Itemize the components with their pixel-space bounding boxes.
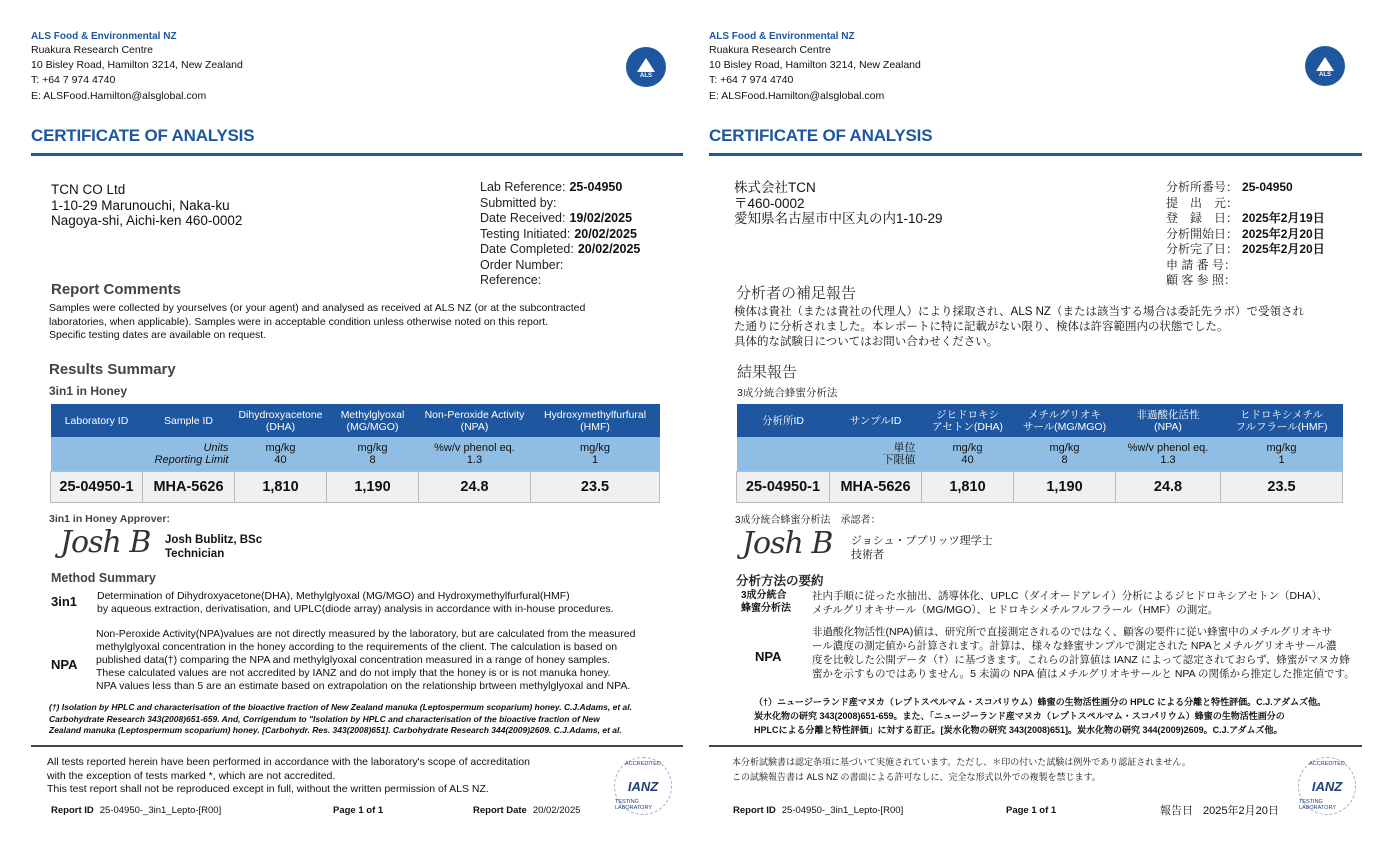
units-label: Units Reporting Limit (51, 437, 235, 471)
client-name: 株式会社TCN (734, 180, 816, 195)
method-summary-heading: 分析方法の要約 (736, 574, 824, 588)
ref-reference: 顧 客 参 照： (1166, 273, 1237, 287)
table-row (51, 471, 660, 502)
report-date: Report Date 20/02/2025 (473, 805, 581, 816)
lab-address-line-1: Ruakura Research Centre (31, 44, 153, 56)
units-label: 単位 下限値 (737, 437, 922, 471)
col-mgo: メチルグリオキ サール(MG/MGO) (1014, 404, 1116, 437)
ianz-accreditation-icon: ACCREDITED IANZ TESTING LABORATORY (1298, 757, 1356, 815)
lab-address-line-2: 10 Bisley Road, Hamilton 3214, New Zealand (709, 59, 921, 71)
certificate-title: CERTIFICATE OF ANALYSIS (31, 126, 255, 145)
ref-submitted-by: 提 出 元： (1166, 195, 1239, 210)
ref-lab-reference: Lab Reference: 25-04950 (480, 180, 623, 194)
title-divider (31, 153, 683, 156)
certificate-title: CERTIFICATE OF ANALYSIS (709, 126, 933, 145)
page-number: Page 1 of 1 (333, 805, 384, 816)
unit-hmf: mg/kg 1 (1221, 437, 1343, 471)
ianz-accreditation-icon: ACCREDITED IANZ TESTING LABORATORY (614, 757, 672, 815)
page-number: Page 1 of 1 (1006, 805, 1057, 816)
ref-testing-initiated: 分析開始日： 2025年2月20日 (1166, 226, 1325, 241)
cell-dha: 1,810 (235, 471, 327, 502)
method-npa-text: Non-Peroxide Activity(NPA)values are not directly measured by the laboratory, but are calculated from the measured methylglyoxal concentration in the honey according to the requirements of the client. The calculation is based on published data(†) comparing the NPA and methylglyoxal concentration measured in a range of honey samples. These calculated values are not accredited by IANZ and do not imply that the honey is or is not manuka honey. NPA values less than 5 are an estimate based on extrapolation on the relationship brtween methylglyoxal and NPA. (96, 628, 636, 692)
cell-sample-id: MHA-5626 (830, 471, 922, 502)
cell-sample-id: MHA-5626 (143, 471, 235, 502)
results-subheading: 3in1 in Honey (49, 384, 128, 398)
cell-lab-id: 25-04950-1 (51, 471, 143, 502)
reference-block (480, 180, 640, 289)
unit-hmf: mg/kg 1 (531, 437, 660, 471)
ref-submitted-by: Submitted by: (480, 195, 557, 210)
approver-name-block (851, 534, 993, 562)
accreditation-statement: All tests reported herein have been performed in accordance with the laboratory's scope of accreditation with the exception of tests marked *, which are not accredited. This test report shall not be reproduced except in full, without the written permission of ALS NZ. (47, 756, 530, 795)
method-3in1-text: Determination of Dihydroxyacetone(DHA), Methylglyoxal (MG/MGO) and Hydroxymethylfurfural(HMF) by aqueous extraction, derivatisation, and UPLC(diode array) analysis in accordance with in-house procedures. (97, 590, 614, 615)
client-postcode: 〒460-0002 (734, 195, 805, 211)
client-name: TCN CO Ltd (51, 182, 126, 197)
title-divider (709, 153, 1362, 156)
results-summary-heading: 結果報告 (737, 364, 798, 381)
unit-dha: mg/kg 40 (235, 437, 327, 471)
results-summary-heading: Results Summary (49, 361, 176, 378)
client-city: Nagoya-shi, Aichi-ken 460-0002 (51, 213, 243, 228)
client-street: 愛知県名古屋市中区丸の内1-10-29 (734, 211, 943, 226)
approver-role: Technician (165, 548, 225, 560)
results-subheading: 3成分統合蜂蜜分析法 (737, 387, 838, 399)
results-table (736, 404, 1343, 503)
client-street: 1-10-29 Marunouchi, Naka-ku (51, 197, 230, 213)
unit-mgo: mg/kg 8 (327, 437, 419, 471)
ref-reference: Reference: (480, 273, 542, 287)
ref-order-number: 申 請 番 号： (1166, 257, 1237, 272)
report-comments-heading: 分析者の補足報告 (736, 285, 857, 302)
unit-mgo: mg/kg 8 (1014, 437, 1116, 471)
accreditation-statement: 本分析試験書は認定条項に基づいて実施されています。ただし、＊印の付いた試験は例外であり認証されません。 この試験報告書は ALS NZ の書面による許可なしに、完全な形式以外での複製を禁じます。 (732, 757, 1191, 782)
lab-name: ALS Food & Environmental NZ (31, 31, 177, 42)
approver-signature: Josh B (742, 526, 833, 561)
ref-order-number: Order Number: (480, 257, 564, 272)
lab-address-line-2: 10 Bisley Road, Hamilton 3214, New Zealand (31, 59, 243, 71)
unit-npa: %w/v phenol eq. 1.3 (419, 437, 531, 471)
col-mgo: Methylglyoxal (MG/MGO) (327, 404, 419, 437)
lab-email: E: ALSFood.Hamilton@alsglobal.com (31, 90, 207, 102)
report-comments-text: Samples were collected by yourselves (or your agent) and analysed as received at ALS NZ (or at the subcontracted laboratories, when applicable). Samples were in acceptable condition unless otherwise noted on this report. Specific testing dates are available on request. (49, 302, 586, 341)
ref-date-received: 登 録 日： 2025年2月19日 (1166, 211, 1325, 225)
ref-date-completed: Date Completed: 20/02/2025 (480, 242, 641, 256)
unit-dha: mg/kg 40 (922, 437, 1014, 471)
report-date: 報告日 2025年2月20日 (1160, 805, 1279, 817)
col-hmf: Hydroxymethylfurfural (HMF) (531, 404, 660, 437)
cell-hmf: 23.5 (531, 471, 660, 502)
ref-lab-reference: 分析所番号： 25-04950 (1166, 180, 1293, 194)
approver-heading: 3in1 in Honey Approver: (49, 513, 170, 525)
col-laboratory-id: Laboratory ID (51, 404, 143, 437)
method-summary-heading: Method Summary (51, 571, 156, 585)
col-npa: Non-Peroxide Activity (NPA) (419, 404, 531, 437)
col-sample-id: サンプルID (830, 404, 922, 437)
cell-lab-id: 25-04950-1 (737, 471, 830, 502)
als-logo-icon: ALS (1305, 46, 1345, 86)
lab-phone: T: +64 7 974 4740 (31, 74, 116, 86)
method-3in1-tag: 3in1 (51, 594, 78, 609)
approver-name: Josh Bublitz, BSc (165, 534, 263, 546)
col-npa: 非過酸化活性 (NPA) (1116, 404, 1221, 437)
method-3in1-tag: 3成分統合 蜂蜜分析法 (741, 590, 791, 614)
approver-name: ジョシュ・ブブリッツ理学士 (851, 535, 993, 547)
report-comments-heading: Report Comments (51, 281, 182, 298)
approver-name-block (165, 533, 262, 561)
method-npa-tag: NPA (755, 649, 782, 664)
citation-footnote: (†) Isolation by HPLC and characterisation of the bioactive fraction of New Zealand manuka (Leptospermum scoparium) honey. C.J.Adams, et al. Carbohydrate Research 343(2008)651-659. And, Corrigendum to "Isolation by HPLC and characterisation of the bioactive fraction of New Zealand manuka (Leptospermum scoparium) honey. [Carbohydr. Res. 343(2008)651]. Carbohydrate Research 344(2009)2609. C.J.Adams, et al. (49, 702, 632, 735)
cell-mgo: 1,190 (327, 471, 419, 502)
approver-signature: Josh B (60, 525, 151, 560)
approver-role: 技術者 (851, 549, 884, 561)
ref-testing-initiated: Testing Initiated: 20/02/2025 (480, 226, 637, 241)
report-comments-text: 検体は貴社（または貴社の代理人）により採取され、ALS NZ（または該当する場合は委託先ラボ）で受領され た通りに分析されました。本レポートに特に記載がない限り、検体は許容範囲内の状態でした。 具体的な試験日についてはお問い合わせください。 (734, 306, 1304, 348)
col-dha: Dihydroxyacetone (DHA) (235, 404, 327, 437)
col-dha: ジヒドロキシ アセトン(DHA) (922, 404, 1014, 437)
cell-dha: 1,810 (922, 471, 1014, 502)
results-header-row (51, 404, 660, 437)
lab-email: E: ALSFood.Hamilton@alsglobal.com (709, 90, 885, 102)
als-logo-icon: ALS (626, 47, 666, 87)
reference-block (1166, 180, 1325, 289)
footer-divider (709, 745, 1362, 747)
ref-date-completed: 分析完了日： 2025年2月20日 (1166, 242, 1325, 256)
col-hmf: ヒドロキシメチル フルフラール(HMF) (1221, 404, 1343, 437)
lab-phone: T: +64 7 974 4740 (709, 74, 794, 86)
report-id: Report ID 25-04950-_3in1_Lepto-[R00] (733, 805, 904, 816)
col-sample-id: Sample ID (143, 404, 235, 437)
citation-footnote: （†）ニュージーランド産マヌカ（レプトスペルマム・スコパリウム）蜂蜜の生物活性画分の HPLC による分離と特性評価。C.J.アダムズ他。 炭水化物の研究 343(2008)651-659。また、「ニュージーランド産マヌカ（レプトスペルマム・スコパリウム）蜂蜜の生物活性画分の HPLCによる分離と特性評価」に対する訂正。[炭水化物の研究 343(2008)651]。炭水化物の研究 344(2009)2609。C.J.アダムズ他。 (754, 697, 1327, 735)
method-npa-text: 非過酸化物活性(NPA)値は、研究所で直接測定されるのではなく、顧客の要件に従い蜂蜜中のメチルグリオキサ ール濃度の測定値から計算されます。計算は、様々な蜂蜜サンプルで測定された NPAとメチルグリオキサール濃 度を比較した公開データ（†）に基づきます。これらの計算値は IANZ によって認定されておらず、蜂蜜がマヌカ蜂 蜜かを示すものではありません。5 未満の NPA 値はメチルグリオキサールと NPA の関係から推定した推定値です。 (812, 626, 1355, 680)
cell-mgo: 1,190 (1014, 471, 1116, 502)
table-row (737, 471, 1343, 502)
ref-date-received: Date Received: 19/02/2025 (480, 211, 633, 225)
method-npa-tag: NPA (51, 657, 78, 672)
report-id: Report ID 25-04950-_3in1_Lepto-[R00] (51, 805, 222, 816)
client-address (734, 180, 943, 227)
col-laboratory-id: 分析所ID (737, 404, 830, 437)
method-3in1-text: 社内手順に従った水抽出、誘導体化、UPLC（ダイオードアレイ）分析によるジヒドロキシアセトン（DHA）、 メチルグリオキサール（MG/MGO）、ヒドロキシメチルフルフラール（HMF）の測定。 (812, 590, 1328, 616)
approver-heading: 3成分統合蜂蜜分析法 承認者： (735, 515, 881, 526)
footer-divider (31, 745, 683, 747)
cell-npa: 24.8 (419, 471, 531, 502)
lab-address-line-1: Ruakura Research Centre (709, 44, 831, 56)
unit-npa: %w/v phenol eq. 1.3 (1116, 437, 1221, 471)
results-table (50, 404, 660, 503)
units-row (51, 437, 660, 471)
cell-hmf: 23.5 (1221, 471, 1343, 502)
lab-name: ALS Food & Environmental NZ (709, 31, 855, 42)
units-row (737, 437, 1343, 471)
certificate-page-japanese (692, 0, 1384, 842)
results-header-row (737, 404, 1343, 437)
client-address (51, 182, 242, 229)
cell-npa: 24.8 (1116, 471, 1221, 502)
